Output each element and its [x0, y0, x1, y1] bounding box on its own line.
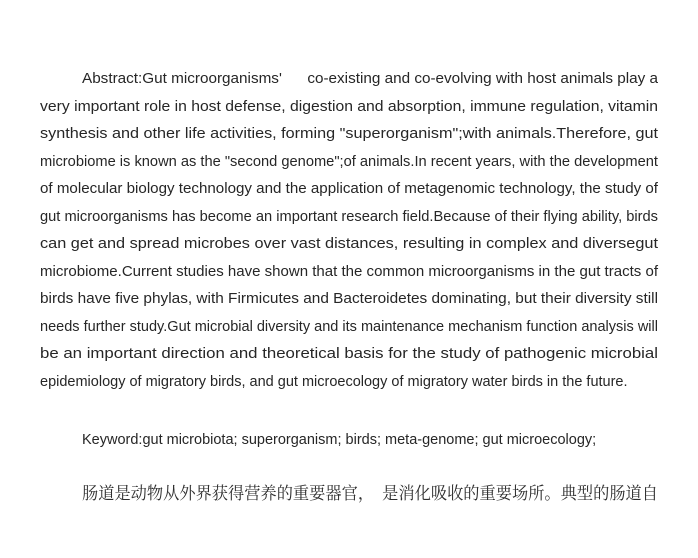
abstract-line [40, 314, 658, 342]
abstract-line-text: epidemiology of migratory birds, and gut microecology of migratory water birds in the future. [40, 373, 628, 390]
abstract-line [40, 341, 658, 369]
abstract-line [40, 66, 658, 94]
abstract-line [40, 259, 658, 287]
abstract-line-text: very important role in host defense, digestion and absorption, immune regulation, vitamin [40, 98, 658, 115]
keywords-line [40, 427, 658, 455]
abstract-line [40, 204, 658, 232]
abstract-line-text: microbiome.Current studies have shown that the common microorganisms in the gut tracts of [40, 263, 658, 280]
keywords-text: Keyword:gut microbiota; superorganism; birds; meta-genome; gut microecology; [82, 432, 597, 448]
abstract-line [40, 231, 658, 259]
abstract-paragraph [40, 66, 658, 396]
abstract-line-text: needs further study.Gut microbial diversity and its maintenance mechanism function analysis will [40, 318, 658, 335]
abstract-line-text: Abstract:Gut microorganisms' co-existing and co-evolving with host animals play a [82, 71, 658, 87]
abstract-line [40, 94, 658, 122]
abstract-line [40, 149, 658, 177]
abstract-line-text: of molecular biology technology and the application of metagenomic technology, the study of [40, 181, 658, 197]
chinese-text: 肠道是动物从外界获得营养的重要器官， 是消化吸收的重要场所。典型的肠道自 [82, 484, 658, 503]
abstract-line-text: can get and spread microbes over vast distances, resulting in complex and diversegut [40, 236, 658, 252]
abstract-line-text: gut microorganisms has become an important research field.Because of their flying ability, birds [40, 208, 658, 225]
abstract-line [40, 176, 658, 204]
abstract-line [40, 286, 658, 314]
abstract-line-text: be an important direction and theoretical basis for the study of pathogenic microbial [40, 346, 658, 362]
abstract-line-text: synthesis and other life activities, forming "superorganism";with animals.Therefore, gut [40, 126, 658, 142]
abstract-line-text: microbiome is known as the "second genome";of animals.In recent years, with the development [40, 153, 658, 170]
chinese-paragraph [40, 479, 658, 508]
abstract-line-text: birds have five phylas, with Firmicutes and Bacteroidetes dominating, but their diversity still [40, 291, 658, 307]
abstract-line [40, 121, 658, 149]
abstract-line [40, 369, 658, 397]
